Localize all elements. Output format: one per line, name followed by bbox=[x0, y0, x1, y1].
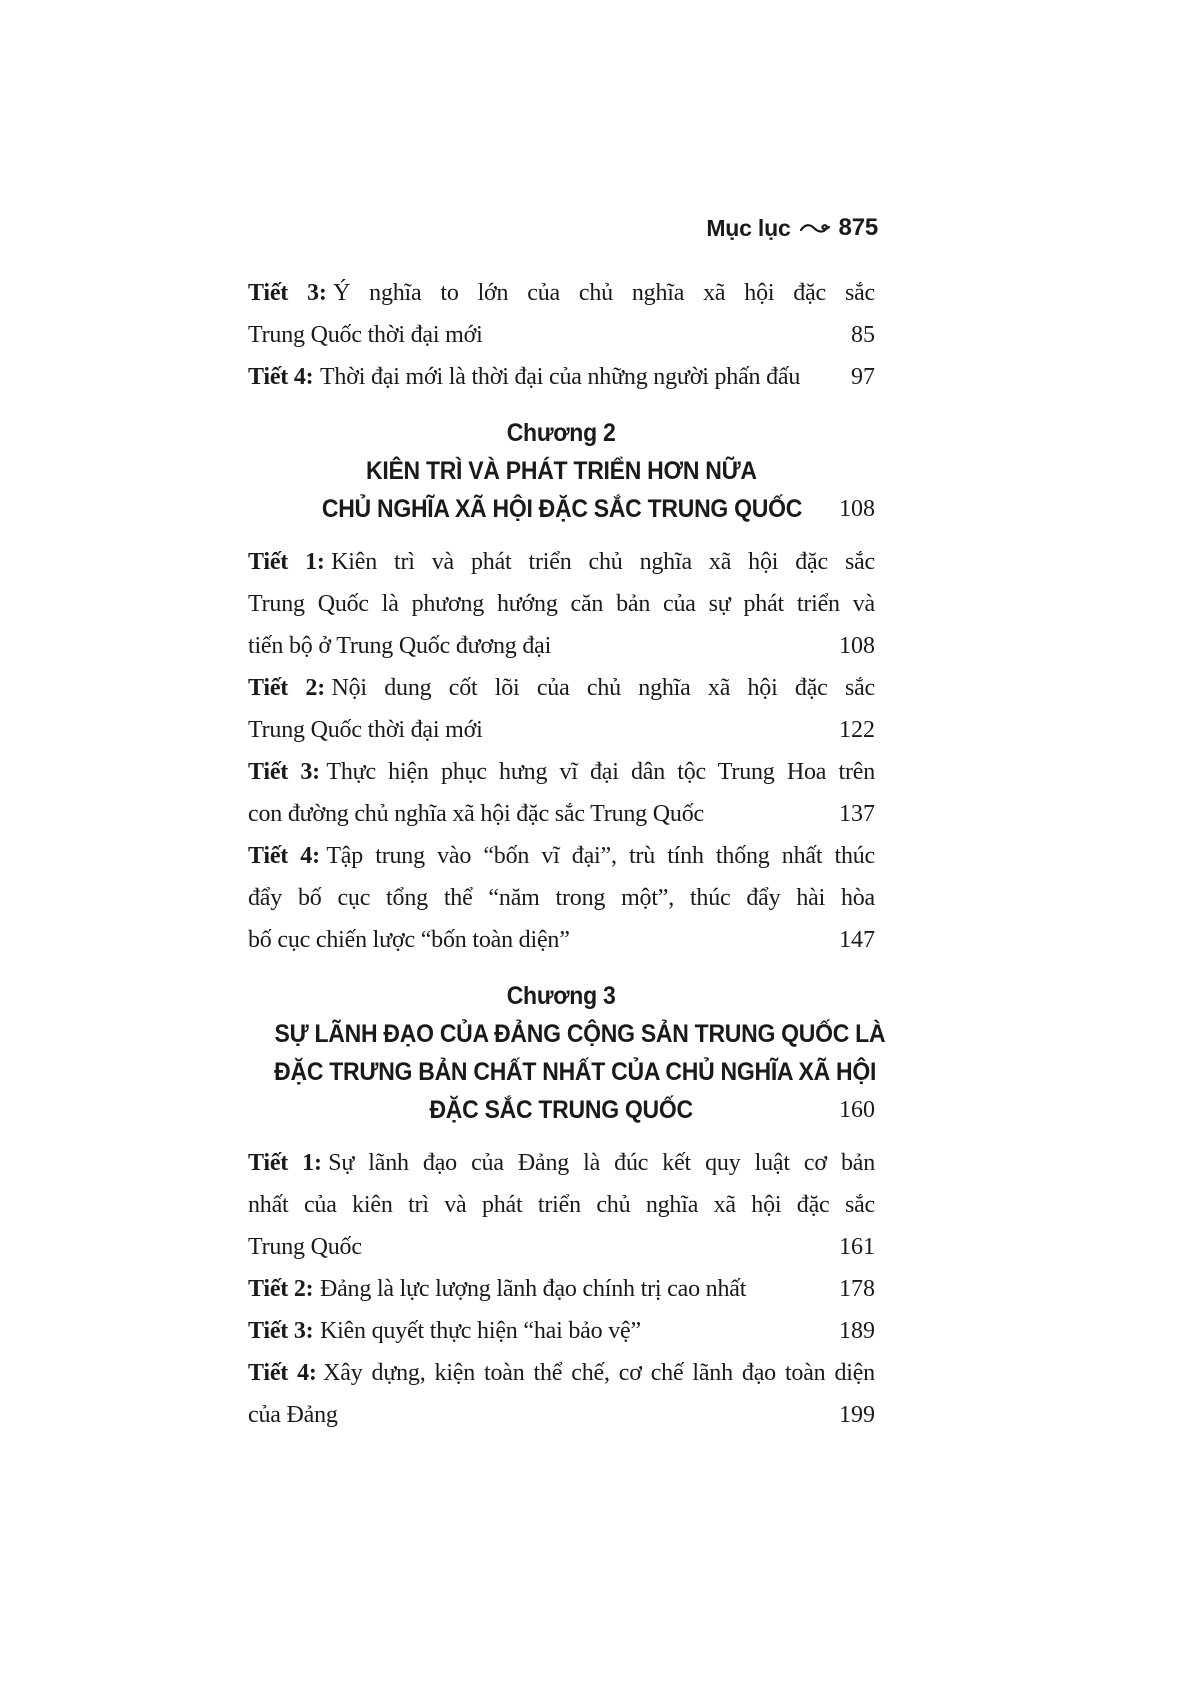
entry-text: Trung Quốc thời đại mới bbox=[248, 322, 483, 348]
entry-page-number: 97 bbox=[851, 364, 875, 390]
entry-text: Kiên trì và phát triển chủ nghĩa xã hội đặc sắc bbox=[331, 549, 875, 575]
entry-prefix: Tiết 3: bbox=[248, 1318, 314, 1344]
chapter-heading-3 bbox=[248, 977, 886, 1129]
entry-text: đẩy bố cục tổng thể “năm trong một”, thúc đẩy hài hòa bbox=[248, 885, 875, 911]
entry-text: Tập trung vào “bốn vĩ đại”, trù tính thống nhất thúc bbox=[326, 843, 876, 869]
running-head-page-number: 875 bbox=[838, 214, 878, 241]
entry-text: Sự lãnh đạo của Đảng là đúc kết quy luật cơ bản bbox=[328, 1150, 875, 1176]
chapter-title-line: KIÊN TRÌ VÀ PHÁT TRIỂN HƠN NỮA bbox=[366, 457, 757, 485]
toc-entry-line bbox=[248, 835, 875, 877]
entry-text: nhất của kiên trì và phát triển chủ nghĩa xã hội đặc sắc bbox=[248, 1192, 875, 1218]
chapter-page-number: 108 bbox=[839, 496, 875, 522]
chapter-title-line: ĐẶC SẮC TRUNG QUỐC 160 bbox=[248, 1091, 875, 1129]
entry-text: Trung Quốc thời đại mới bbox=[248, 717, 483, 743]
entry-prefix: Tiết 3: bbox=[248, 759, 320, 785]
running-head bbox=[706, 214, 878, 242]
entry-prefix: Tiết 4: bbox=[248, 843, 320, 869]
toc-entry-line bbox=[248, 1142, 875, 1184]
entry-text: tiến bộ ở Trung Quốc đương đại bbox=[248, 633, 552, 659]
chapter-title-line: CHỦ NGHĨA XÃ HỘI ĐẶC SẮC TRUNG QUỐC 108 bbox=[248, 490, 875, 528]
toc-entry-line bbox=[248, 919, 875, 961]
entry-page-number: 122 bbox=[839, 717, 875, 743]
entry-page-number: 161 bbox=[839, 1234, 875, 1260]
entry-text: Xây dựng, kiện toàn thể chế, cơ chế lãnh đạo toàn diện bbox=[323, 1360, 875, 1386]
entry-text: Kiên quyết thực hiện “hai bảo vệ” bbox=[319, 1318, 641, 1344]
toc-entry-line bbox=[248, 1184, 875, 1226]
entry-text: Thời đại mới là thời đại của những người phấn đấu bbox=[319, 364, 801, 390]
chapter-number: Chương 2 bbox=[507, 419, 616, 447]
entry-text: Trung Quốc bbox=[248, 1234, 362, 1260]
table-of-contents bbox=[248, 272, 886, 1436]
toc-entry-line bbox=[248, 709, 875, 751]
toc-entry-line bbox=[248, 793, 875, 835]
toc-entry-line bbox=[248, 314, 875, 356]
chapter-title-line: SỰ LÃNH ĐẠO CỦA ĐẢNG CỘNG SẢN TRUNG QUỐC LÀ bbox=[274, 1020, 886, 1048]
entry-page-number: 189 bbox=[839, 1318, 875, 1344]
entry-text: Đảng là lực lượng lãnh đạo chính trị cao nhất bbox=[319, 1276, 747, 1302]
chapter-page-number: 160 bbox=[839, 1097, 875, 1123]
entry-page-number: 199 bbox=[839, 1402, 875, 1428]
toc-entry-line bbox=[248, 583, 875, 625]
entry-text: Thực hiện phục hưng vĩ đại dân tộc Trung Hoa trên bbox=[326, 759, 876, 785]
entry-page-number: 108 bbox=[839, 633, 875, 659]
entry-prefix: Tiết 4: bbox=[248, 1360, 317, 1386]
entry-prefix: Tiết 3: bbox=[248, 280, 327, 306]
toc-entry-line bbox=[248, 667, 875, 709]
toc-entry-line bbox=[248, 625, 875, 667]
chapter-title-line: ĐẶC TRƯNG BẢN CHẤT NHẤT CỦA CHỦ NGHĨA XÃ HỘI bbox=[274, 1058, 877, 1086]
entry-text: của Đảng bbox=[248, 1402, 338, 1428]
entry-prefix: Tiết 1: bbox=[248, 549, 325, 575]
chapter-heading-2 bbox=[248, 414, 875, 528]
swash-ornament-icon bbox=[800, 220, 830, 236]
entry-page-number: 178 bbox=[839, 1276, 875, 1302]
entry-text: con đường chủ nghĩa xã hội đặc sắc Trung Quốc bbox=[248, 801, 704, 827]
toc-entry-line bbox=[248, 751, 875, 793]
entry-page-number: 85 bbox=[851, 322, 875, 348]
toc-entry-line bbox=[248, 356, 875, 398]
entry-prefix: Tiết 2: bbox=[248, 675, 326, 701]
entry-prefix: Tiết 4: bbox=[248, 364, 314, 390]
entry-text: bố cục chiến lược “bốn toàn diện” bbox=[248, 927, 570, 953]
toc-entry-line bbox=[248, 1268, 875, 1310]
toc-entry-line bbox=[248, 1226, 875, 1268]
chapter-number: Chương 3 bbox=[507, 982, 616, 1010]
entry-text: Nội dung cốt lõi của chủ nghĩa xã hội đặc sắc bbox=[331, 675, 875, 701]
toc-entry-line bbox=[248, 272, 875, 314]
running-head-title: Mục lục bbox=[706, 214, 791, 241]
toc-entry-line bbox=[248, 1352, 875, 1394]
toc-entry-line bbox=[248, 1310, 875, 1352]
toc-entry-line bbox=[248, 1394, 875, 1436]
entry-prefix: Tiết 1: bbox=[248, 1150, 322, 1176]
entry-page-number: 147 bbox=[839, 927, 875, 953]
entry-text: Ý nghĩa to lớn của chủ nghĩa xã hội đặc sắc bbox=[333, 280, 875, 306]
toc-entry-line bbox=[248, 541, 875, 583]
entry-prefix: Tiết 2: bbox=[248, 1276, 314, 1302]
entry-page-number: 137 bbox=[839, 801, 875, 827]
toc-entry-line bbox=[248, 877, 875, 919]
entry-text: Trung Quốc là phương hướng căn bản của sự phát triển và bbox=[248, 591, 875, 617]
